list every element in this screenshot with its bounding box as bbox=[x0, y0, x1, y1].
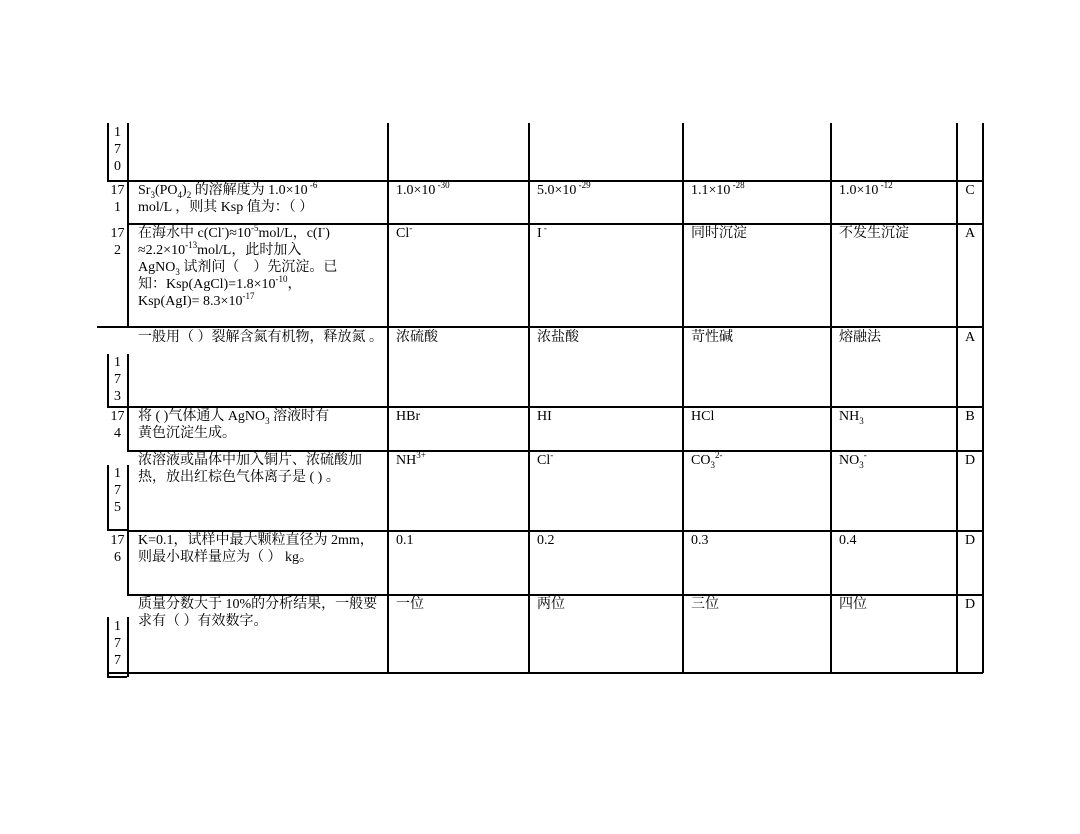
option-c: 三位 bbox=[691, 597, 719, 612]
question-number: 1 7 7 bbox=[114, 619, 121, 668]
table-bottom-border bbox=[107, 672, 983, 674]
number-box-border bbox=[107, 676, 127, 678]
option-d: 熔融法 bbox=[839, 330, 881, 345]
answer: D bbox=[964, 453, 976, 468]
question-number: 1 7 3 bbox=[114, 355, 121, 404]
question-number: 17 1 bbox=[110, 183, 125, 215]
option-d: 0.4 bbox=[839, 533, 857, 548]
row-divider bbox=[97, 326, 983, 328]
question-number: 1 7 0 bbox=[114, 125, 121, 174]
option-d: 四位 bbox=[839, 597, 867, 612]
question-text: $Sr_3(PO_4)_2$ 的溶解度为 1.0×10 $^{-6}$ mol/L ，则其 Ksp 值为：（ ） bbox=[138, 182, 318, 215]
option-a: 1.0×10 $^{-30}$ bbox=[396, 182, 450, 198]
option-c: 1.1×10 $^{-28}$ bbox=[691, 182, 745, 198]
answer: D bbox=[964, 597, 976, 612]
option-d: $NO_3^-$ bbox=[839, 452, 867, 470]
question-number: 17 2 bbox=[110, 226, 125, 258]
option-c: 同时沉淀 bbox=[691, 226, 747, 241]
option-b: 0.2 bbox=[537, 533, 555, 548]
question-number: 1 7 5 bbox=[114, 466, 121, 515]
number-box-border bbox=[107, 529, 127, 531]
option-b: Cl- bbox=[537, 452, 554, 468]
option-a: 0.1 bbox=[396, 533, 414, 548]
question-text: 将 ( )气体通人 AgNO$_3$ 溶液时有 黄色沉淀生成。 bbox=[138, 409, 330, 441]
option-a: HBr bbox=[396, 409, 421, 424]
answer: A bbox=[964, 330, 976, 345]
option-d: 1.0×10 $^{-12}$ bbox=[839, 182, 893, 198]
question-number: 17 6 bbox=[110, 533, 125, 565]
answer: B bbox=[965, 409, 975, 424]
option-a: Cl- bbox=[396, 225, 413, 241]
answer: D bbox=[964, 533, 976, 548]
table-right-border bbox=[982, 123, 984, 673]
option-a: 浓硫酸 bbox=[396, 330, 438, 345]
option-c: 苛性碱 bbox=[691, 330, 733, 345]
number-column-border bbox=[127, 123, 129, 181]
option-b: 5.0×10 $^{-29}$ bbox=[537, 182, 591, 198]
option-b: I - bbox=[537, 225, 547, 241]
option-a: $NH^{3+}$ bbox=[396, 452, 426, 468]
answer: C bbox=[965, 183, 975, 198]
option-c: 0.3 bbox=[691, 533, 709, 548]
option-a: 一位 bbox=[396, 597, 424, 612]
option-c: HCl bbox=[691, 409, 715, 424]
option-d: 不发生沉淀 bbox=[839, 226, 909, 241]
question-text: 在海水中 $c(Cl^-)\approx 10^{-5}mol/L$，c(I-) $\approx 2.2\times 10^{-13}mol/L$，此时加入 AgNO$_3$ 试剂问（ ）先沉淀。已 知：$Ksp(AgCl)=1.8\times 10^{-10}$， $Ksp(AgI)= 8.3\times 10^{-17}$ bbox=[138, 225, 338, 309]
option-d: $NH_3$ bbox=[839, 409, 864, 426]
option-c: $CO_3^{2-}$ bbox=[691, 452, 723, 470]
option-b: HI bbox=[537, 409, 552, 424]
question-text: 一般用（ ）裂解含氮有机物，释放氮 。 bbox=[138, 330, 383, 345]
answer: A bbox=[964, 226, 976, 241]
question-number: 17 4 bbox=[110, 409, 125, 441]
question-text: 浓溶液或晶体中加入铜片、浓硫酸加热，放出红棕色气体离子是 ( ) 。 bbox=[138, 453, 362, 485]
question-text: 质量分数大于 10%的分析结果，一般要求有（ ）有效数字。 bbox=[138, 597, 378, 629]
question-text: K=0.1，试样中最大颗粒直径为 2mm，则最小取样量应为（ ） kg。 bbox=[138, 533, 374, 565]
option-b: 两位 bbox=[537, 597, 565, 612]
option-b: 浓盐酸 bbox=[537, 330, 579, 345]
